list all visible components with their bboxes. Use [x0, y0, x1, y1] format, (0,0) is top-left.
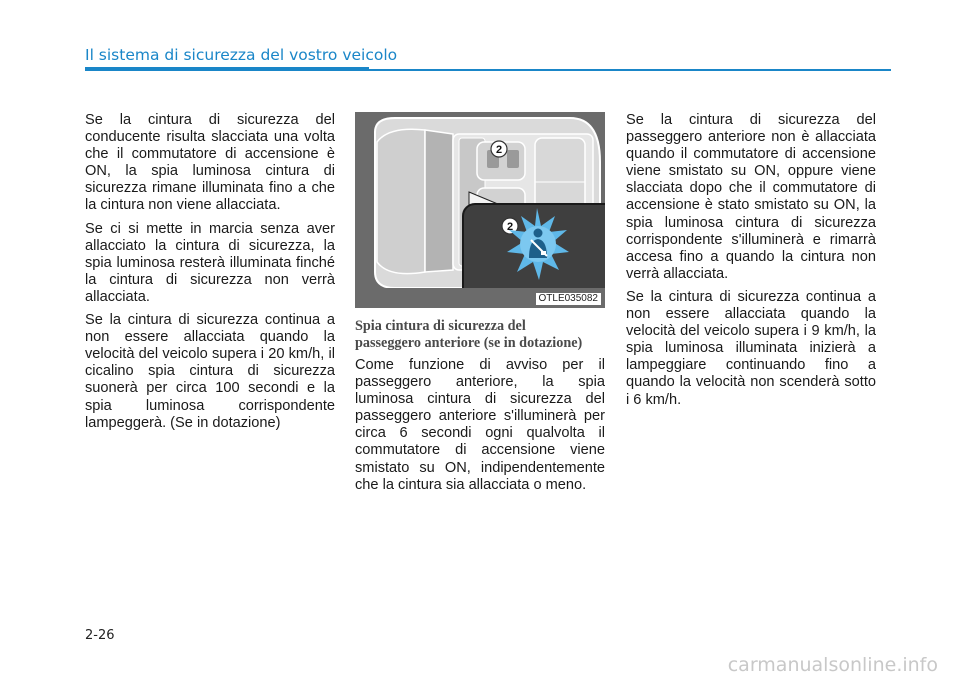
paragraph: Se la cintura di sicurezza del conducente risulta slacciata una volta che il commutatore di accensione è ON, la spia luminosa cintura di sicurezza rimane illuminata fino a che la cintura non viene allacciata. — [85, 112, 335, 214]
paragraph: Se la cintura di sicurezza del passeggero anteriore non è allacciata quando il commutatore di accensione viene smistato su ON, oppure viene slacciata dopo che il commutatore di accensione è stato smistato su ON, la spia luminosa cintura di sicurezza corrispondente s'illuminerà e rimarrà accesa fino a quando la cintura non verrà allacciata. — [626, 112, 876, 282]
paragraph: Se la cintura di sicurezza continua a non essere allacciata quando la velocità del veicolo supera i 9 km/h, la spia luminosa illuminata inizierà a lampeggiare continuando fino a quando la velocità non scenderà sotto i 6 km/h. — [626, 288, 876, 408]
watermark: carmanualsonline.info — [727, 654, 938, 676]
paragraph: Se ci si mette in marcia senza aver allacciato la cintura di sicurezza, la spia luminosa resterà illuminata finché la cintura di sicurezza non verrà allacciata. — [85, 220, 335, 305]
section-title: Il sistema di sicurezza del vostro veicolo — [85, 46, 398, 64]
header-rule — [369, 69, 891, 71]
section-heading-line: Spia cintura di sicurezza del — [355, 318, 526, 334]
section-heading-line: passeggero anteriore (se in dotazione) — [355, 335, 583, 351]
header-rule-accent — [85, 67, 369, 71]
car-interior-figure — [355, 112, 605, 308]
svg-text:2: 2 — [495, 144, 503, 156]
section-heading — [355, 318, 605, 352]
text-column-2 — [355, 318, 605, 500]
page-number: 2-26 — [85, 628, 115, 643]
car-top-view-illustration — [355, 112, 605, 308]
figure-code: OTLE035082 — [536, 293, 602, 305]
text-column-3 — [626, 112, 876, 415]
paragraph: Se la cintura di sicurezza continua a non essere allacciata quando la velocità del veicolo supera i 20 km/h, il cicalino spia cintura di sicurezza suonerà per circa 100 secondi e la spia luminosa corrispondente lampeggerà. (Se in dotazione) — [85, 312, 335, 431]
svg-text:2: 2 — [506, 221, 514, 233]
text-column-1 — [85, 112, 335, 438]
paragraph: Come funzione di avviso per il passeggero anteriore, la spia luminosa cintura di sicurezza del passeggero anteriore s'illuminerà per circa 6 secondi ogni qualvolta il commutatore di accensione viene smistato su ON, indipendentemente che la cintura sia allacciata o meno. — [355, 357, 605, 493]
